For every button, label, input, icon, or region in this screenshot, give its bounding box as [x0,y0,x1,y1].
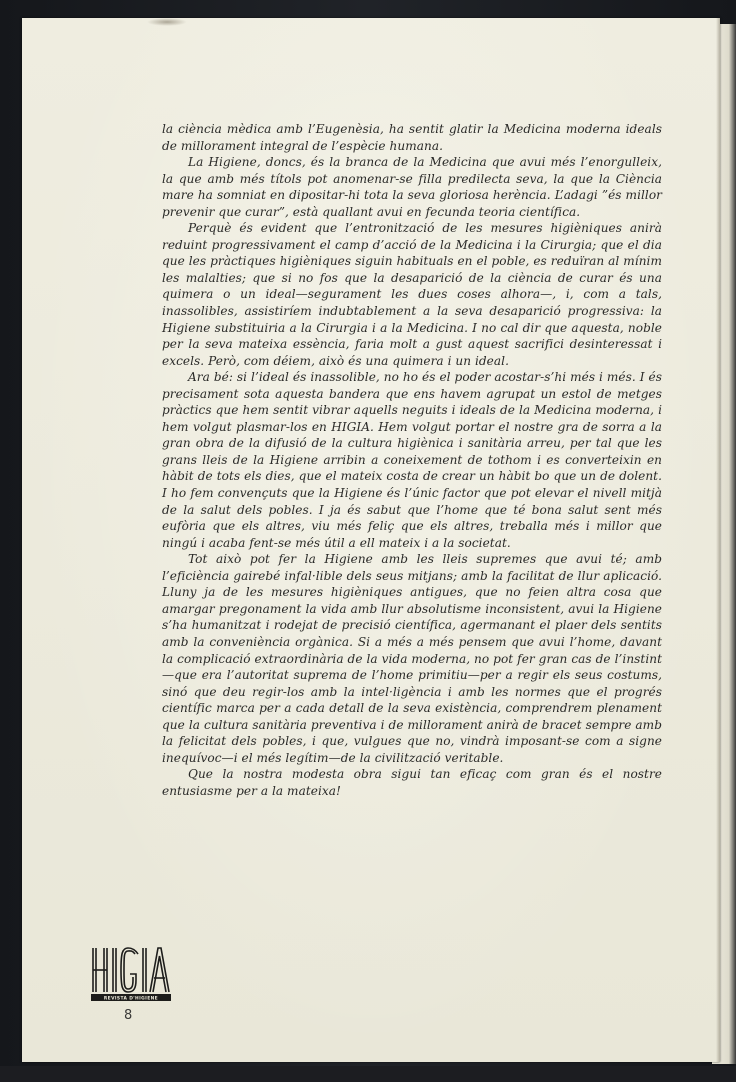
paper-stain [147,18,187,26]
article-body [162,121,662,799]
article-paragraph: Ara bé: si l’ideal és inassolible, no ho és el poder acostar-s’hi més i més. I és precisament sota aquesta bandera que ens havem agrupat un estol de metges pràctics que hem sentit vibrar aquells neguits i ideals de la Medicina moderna, i hem volgut plasmar-los en HIGIA. Hem volgut portar el nostre gra de sorra a la gran obra de la difusió de la cultura higiènica i sanitària arreu, per tal que les grans lleis de la Higiene arribin a coneixement de tothom i es converteixin en hàbit de tots els dies, que el mateix costa de crear un hàbit bo que un de dolent. I ho fem convençuts que la Higiene és l’únic factor que pot elevar el nivell mitjà de la salut dels pobles. I ja és sabut que l’home que té bona salut sent més eufòria que els altres, viu més feliç que els altres, treballa més i millor que ningú i acaba fent-se més útil a ell mateix i a la societat. [162,370,662,550]
article-paragraph: Que la nostra modesta obra sigui tan eficaç com gran és el nostre entusiasme per a la mateixa! [162,767,662,798]
article-paragraph: La Higiene, doncs, és la branca de la Medicina que avui més l’enorgulleix, la que amb més títols pot anomenar-se filla predilecta seva, la que la Ciència mare ha somniat en dipositar-hi tota la seva gloriosa herència. L’adagi ”és millor prevenir que curar”, està quallant avui en fecunda teoria científica. [162,155,662,219]
article-paragraph: Tot això pot fer la Higiene amb les lleis supremes que avui té; amb l’eficiència gairebé infal·lible dels seus mitjans; amb la facilitat de llur aplicació. Lluny ja de les mesures higièniques antigues, que no feien altra cosa que amargar pregonament la vida amb llur absolutisme inconsistent, avui la Higiene s’ha humanitzat i rodejat de precisió científica, agermanant el plaer dels sentits amb la conveniència orgànica. Si a més a més pensem que avui l’home, davant la complicació extraordinària de la vida moderna, no pot fer gran cas de l’instint—que era l’autoritat suprema de l’home primitiu—per a regir els seus costums, sinó que deu regir-los amb la intel·ligència i amb les normes que el progrés científic marca per a cada detall de la seva existència, comprendrem plenament que la cultura sanitària preventiva i de millorament anirà de bracet sempre amb la felicitat dels pobles, i que, vulgues que no, vindrà imposant-se com a signe inequívoc—i el més legítim—de la civilització veritable. [162,552,662,765]
page-fold-shadow [716,18,720,1062]
logo-tagline: REVISTA D'HIGIENE [103,996,159,1002]
article-paragraph: Perquè és evident que l’entronització de les mesures higièniques anirà reduint progressivament el camp d’acció de la Medicina i la Cirurgia; que el dia que les pràctiques higièniques siguin habituals en el poble, es reduïran al mínim les malalties; que si no fos que la desaparició de la ciència de curar és una quimera o un ideal—segurament les dues coses alhora—, i, com a tals, inassolibles, assistiríem indubtablement a la seva desaparició progressiva: la Higiene substituiria a la Cirurgia i a la Medicina. I no cal dir que aquesta, noble per la seva mateixa essència, faria molt a gust aquest sacrifici desinteressat i excels. Però, com déiem, això és una quimera i un ideal. [162,221,662,368]
article-paragraph: la ciència mèdica amb l’Eugenèsia, ha sentit glatir la Medicina moderna ideals de millorament integral de l’espècie humana. [162,122,662,153]
higia-logo [90,944,172,1002]
page-number: 8 [124,1008,133,1023]
scan-bottom-band [0,1066,736,1082]
